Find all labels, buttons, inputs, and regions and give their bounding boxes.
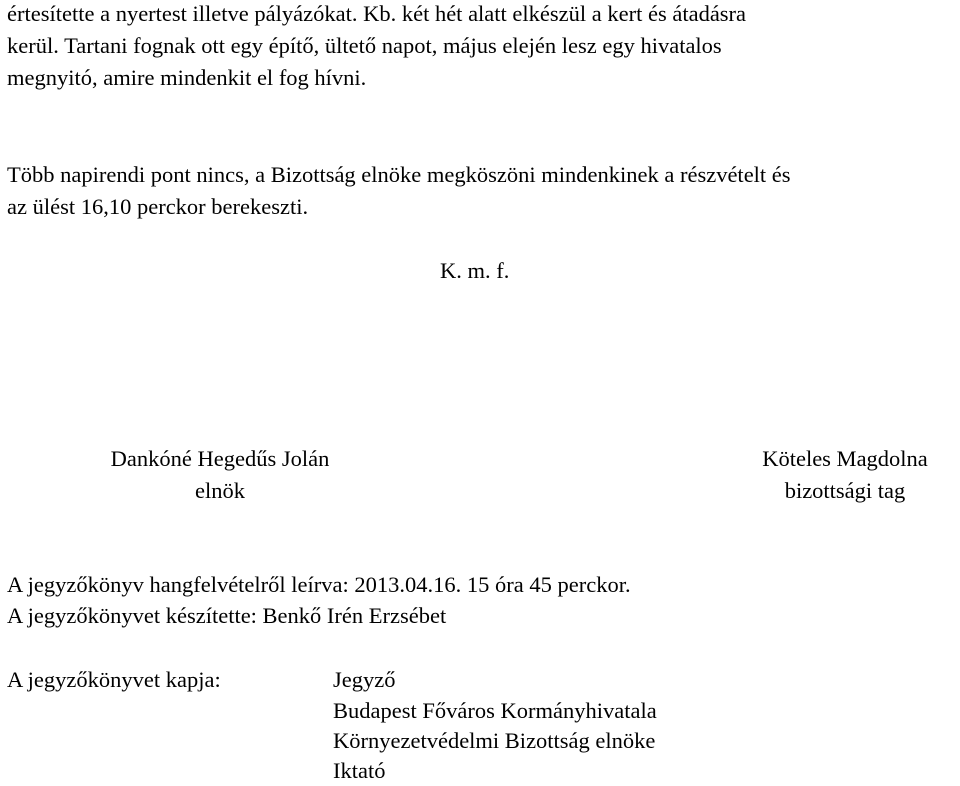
prepared-by: A jegyzőkönyvet készítette: Benkő Irén Erzsébet — [7, 603, 447, 628]
paragraph2-line1: Több napirendi pont nincs, a Bizottság elnöke megköszöni mindenkinek a részvételt és — [7, 162, 791, 187]
distribution-recipient-1: Jegyző — [333, 667, 396, 692]
signature-right-role: bizottsági tag — [784, 478, 906, 503]
distribution-recipient-2: Budapest Főváros Kormányhivatala — [333, 698, 657, 723]
paragraph1-line3: megnyitó, amire mindenkit el fog hívni. — [7, 65, 367, 90]
signature-left-role: elnök — [195, 478, 245, 503]
paragraph1-line1: értesítette a nyertest illetve pályázókat. Kb. két hét alatt elkészül a kert és átadásra — [7, 1, 747, 26]
transcription-note: A jegyzőkönyv hangfelvételről leírva: 2013.04.16. 15 óra 45 perckor. — [7, 572, 631, 597]
paragraph1-line2: kerül. Tartani fognak ott egy építő, ültető napot, május elején lesz egy hivatalos — [7, 33, 722, 58]
signature-right-name: Köteles Magdolna — [762, 446, 928, 471]
distribution-recipient-3: Környezetvédelmi Bizottság elnöke — [333, 728, 656, 753]
kmf-mark: K. m. f. — [440, 258, 510, 283]
distribution-label: A jegyzőkönyvet kapja: — [7, 667, 221, 692]
distribution-recipient-4: Iktató — [333, 758, 386, 783]
signature-left-name: Dankóné Hegedűs Jolán — [110, 446, 330, 471]
paragraph2-line2: az ülést 16,10 perckor berekeszti. — [7, 194, 309, 219]
